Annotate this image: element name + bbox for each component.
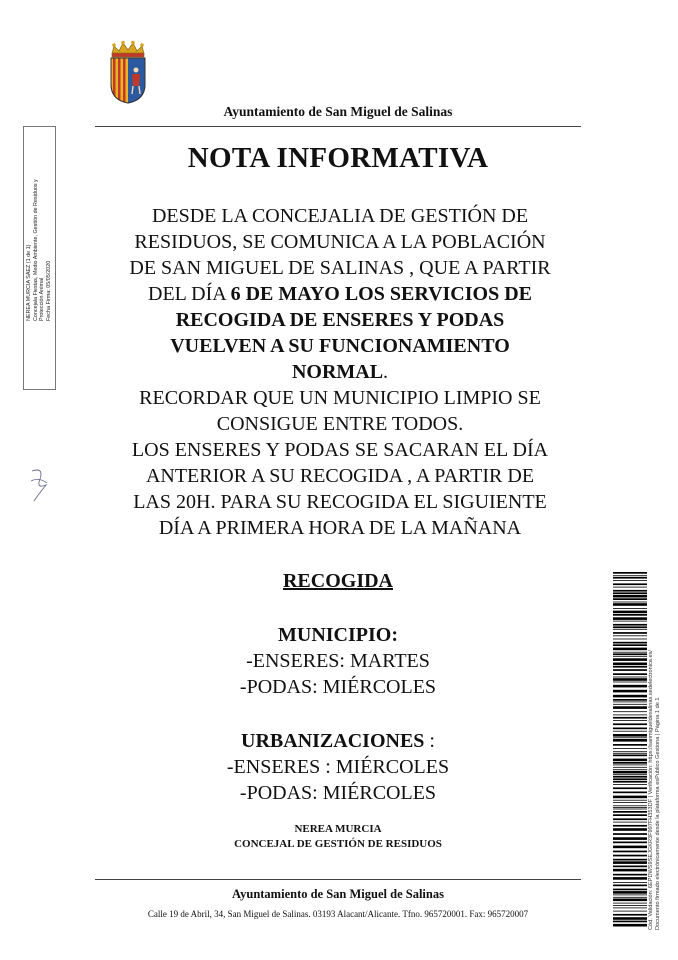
body-bold-span: NORMAL: [291, 361, 384, 383]
municipal-crest-logo: [108, 40, 148, 104]
stamp-text: [26, 127, 53, 385]
body-line: ANTERIOR A SU RECOGIDA , A PARTIR DE: [145, 465, 535, 487]
body-line: RESIDUOS, SE COMUNICA A LA POBLACIÓN: [134, 231, 546, 253]
header-organization-name: Ayuntamiento de San Miguel de Salinas: [223, 104, 453, 119]
body-text-span: DEL DÍA: [148, 283, 231, 305]
recogida-heading: RECOGIDA: [282, 570, 393, 592]
body-line: RECORDAR QUE UN MUNICIPIO LIMPIO SE: [139, 387, 541, 409]
body-line: DESDE LA CONCEJALIA DE GESTIÓN DE: [151, 205, 529, 227]
footer-organization-name: Ayuntamiento de San Miguel de Salinas: [232, 887, 444, 901]
footer-divider: [95, 879, 581, 880]
body-text-span: .: [383, 361, 389, 383]
stamp-line: Concejala Fiestas, Medio Ambiente, Gestión de Residuos y: [32, 179, 39, 321]
footer-address: Calle 19 de Abril, 34, San Miguel de Salinas. 03193 Alacant/Alicante. Tfno. 965720001. Fax: 965720007: [147, 909, 529, 919]
notice-body: [90, 203, 590, 541]
stamp-line: NEREA MURCIA SÁEZ (1 de 1): [26, 244, 32, 321]
body-line: LOS ENSERES Y PODAS SE SACARAN EL DÍA: [131, 439, 549, 461]
body-line: RECOGIDA DE ENSERES Y PODAS: [175, 309, 505, 331]
stamp-line: Protección Animal: [39, 277, 46, 321]
barcode-icon: [613, 572, 647, 928]
body-line: [90, 281, 590, 307]
municipio-heading: MUNICIPIO:: [278, 624, 398, 646]
urbanizaciones-colon: :: [424, 730, 435, 752]
signature-scribble-icon: [28, 465, 50, 505]
body-line: CONSIGUE ENTRE TODOS.: [216, 413, 464, 435]
municipio-enseres-day: -ENSERES: MARTES: [246, 650, 430, 672]
signatory-role: CONCEJAL DE GESTIÓN DE RESIDUOS: [234, 838, 442, 850]
body-bold-span: 6 DE MAYO LOS SERVICIOS DE: [230, 283, 532, 305]
document-title: NOTA INFORMATIVA: [187, 142, 489, 174]
body-line: DÍA A PRIMERA HORA DE LA MAÑANA: [158, 517, 522, 539]
body-line: [90, 359, 590, 385]
urbanizaciones-heading: [95, 730, 581, 753]
urbanizaciones-podas-day: -PODAS: MIÉRCOLES: [239, 782, 437, 804]
urbanizaciones-label: URBANIZACIONES: [241, 730, 425, 752]
body-line: DE SAN MIGUEL DE SALINAS , QUE A PARTIR: [129, 257, 551, 279]
signatory-name: NEREA MURCIA: [294, 823, 382, 835]
header-divider: [95, 126, 581, 127]
digital-signature-stamp: [23, 126, 56, 390]
body-line: VUELVEN A SU FUNCIONAMIENTO: [170, 335, 510, 357]
validation-line: Cód. Validación: 6EPDWS9SEJGKR3F997FH353DF | Verificación: https://sanmigueldesalinas.sedelectronica.es/: [648, 650, 654, 930]
urbanizaciones-enseres-day: -ENSERES : MIÉRCOLES: [226, 756, 450, 778]
validation-line: Documento firmado electrónicamente desde la plataforma esPublico Gestiona | Página 1 de 1: [655, 697, 661, 930]
municipio-podas-day: -PODAS: MIÉRCOLES: [239, 676, 437, 698]
stamp-line: Fecha Firma: 05/05/2020: [45, 260, 52, 321]
body-line: LAS 20H. PARA SU RECOGIDA EL SIGUIENTE: [133, 491, 547, 513]
validation-code-text: [648, 580, 670, 930]
